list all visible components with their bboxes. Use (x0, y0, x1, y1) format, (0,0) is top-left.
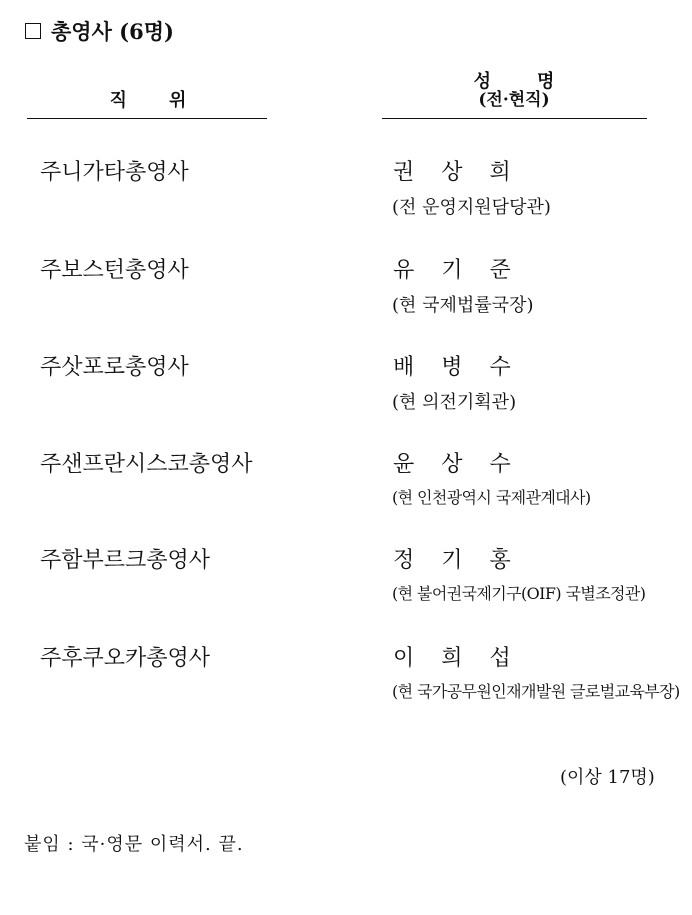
post-title: 주함부르크총영사 (40, 548, 211, 573)
person-name: 윤 상 수 (393, 452, 521, 477)
list-item (0, 641, 692, 731)
column-header-name-sub: (전·현직) (478, 90, 550, 110)
person-role: (현 인천광역시 국제관계대사) (392, 488, 591, 507)
person-role: (현 국가공무원인재개발원 글로벌교육부장) (392, 682, 680, 701)
list-item (0, 253, 692, 343)
person-role: (현 국제법률국장) (392, 295, 534, 316)
column-header-name-label: 성명 (473, 71, 601, 92)
person-name: 이 희 섭 (393, 646, 521, 671)
post-title: 주삿포로총영사 (40, 355, 189, 380)
total-count: (이상 17명) (560, 767, 655, 788)
person-role: (현 불어권국제기구(OIF) 국별조정관) (392, 584, 646, 603)
checkbox-icon (25, 23, 41, 39)
person-role: (전 운영지원담당관) (392, 197, 551, 218)
section-title (25, 16, 174, 46)
list-item (0, 543, 692, 633)
person-name: 유 기 준 (393, 258, 521, 283)
list-item (0, 155, 692, 245)
post-title: 주샌프란시스코총영사 (40, 452, 253, 477)
post-title: 주후쿠오카총영사 (40, 646, 211, 671)
column-header-position: 직위 (109, 90, 229, 111)
column-header-name (382, 72, 646, 110)
person-role: (현 의전기획관) (392, 392, 517, 413)
list-item (0, 350, 692, 440)
person-name: 배 병 수 (393, 355, 521, 380)
column-divider-position (27, 118, 267, 119)
list-item (0, 447, 692, 537)
attachment-note: 붙임 : 국·영문 이력서. 끝. (24, 834, 244, 855)
section-title-text: 총영사 (6명) (51, 19, 174, 44)
person-name: 정 기 홍 (393, 548, 521, 573)
post-title: 주니가타총영사 (40, 160, 189, 185)
person-name: 권 상 희 (393, 160, 521, 185)
post-title: 주보스턴총영사 (40, 258, 189, 283)
column-divider-name (382, 118, 647, 119)
